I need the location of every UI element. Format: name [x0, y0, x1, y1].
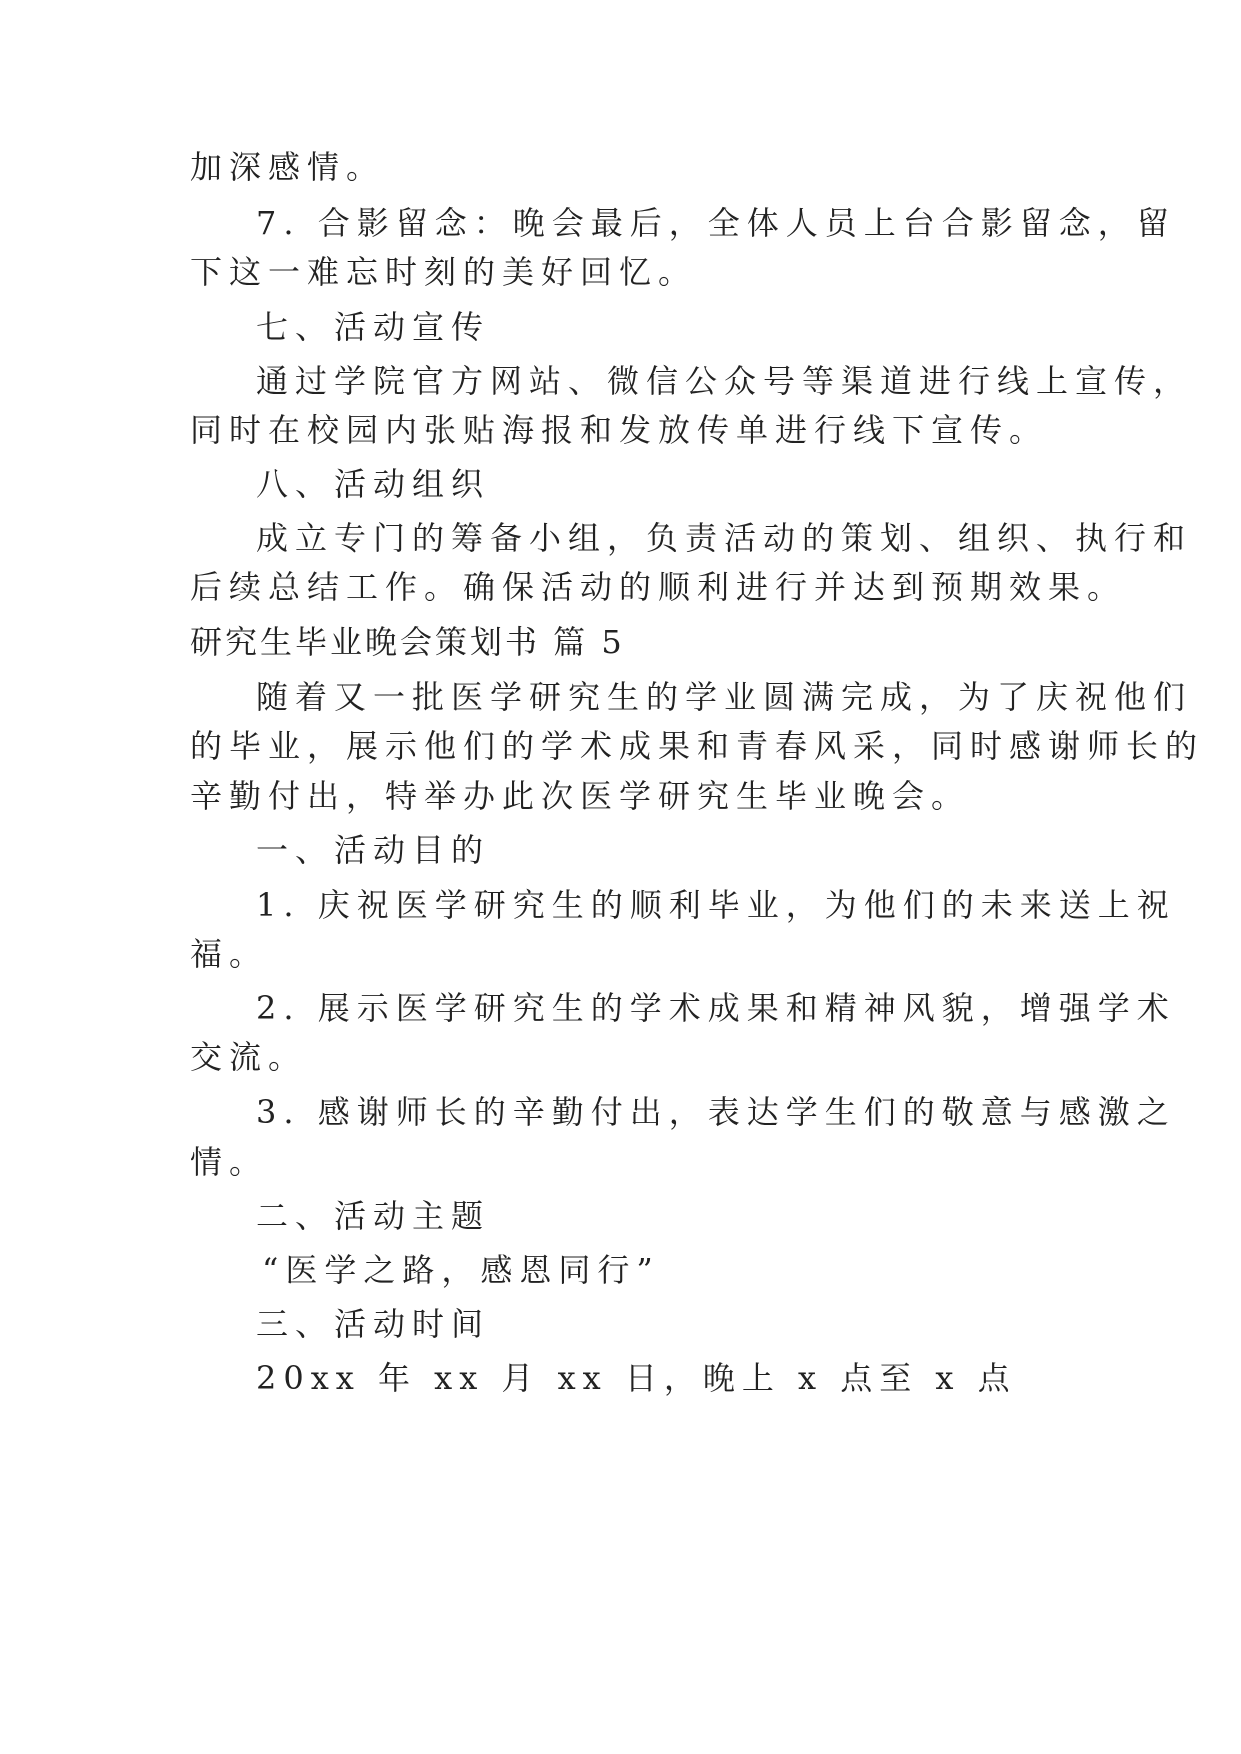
- section-heading: 八、活动组织: [256, 465, 491, 503]
- paragraph-line: 成立专门的筹备小组，负责活动的策划、组织、执行和: [256, 519, 1193, 557]
- paragraph-line: 7. 合影留念：晚会最后，全体人员上台合影留念，留: [256, 204, 1176, 242]
- paragraph-line: 辛勤付出，特举办此次医学研究生毕业晚会。: [190, 777, 971, 815]
- section-heading: 七、活动宣传: [256, 308, 491, 346]
- paragraph-line: 同时在校园内张贴海报和发放传单进行线下宣传。: [190, 411, 1049, 449]
- section-heading: 三、活动时间: [256, 1305, 491, 1343]
- list-item: 3. 感谢师长的辛勤付出，表达学生们的敬意与感激之: [256, 1093, 1176, 1131]
- paragraph-line: 20xx 年 xx 月 xx 日，晚上 x 点至 x 点: [256, 1359, 1017, 1397]
- list-item-continuation: 福。: [190, 935, 269, 973]
- list-item-continuation: 情。: [190, 1143, 269, 1181]
- paragraph-line: 随着又一批医学研究生的学业圆满完成，为了庆祝他们: [256, 678, 1193, 716]
- document-title: 研究生毕业晚会策划书 篇 5: [190, 623, 625, 661]
- section-heading: 二、活动主题: [256, 1197, 491, 1235]
- list-item: 2. 展示医学研究生的学术成果和精神风貌，增强学术: [256, 989, 1176, 1027]
- paragraph-line: 下这一难忘时刻的美好回忆。: [190, 253, 698, 291]
- paragraph-line: 通过学院官方网站、微信公众号等渠道进行线上宣传，: [256, 362, 1193, 400]
- theme-quote: “医学之路，感恩同行”: [262, 1251, 660, 1289]
- paragraph-line: 后续总结工作。确保活动的顺利进行并达到预期效果。: [190, 568, 1127, 606]
- list-item-continuation: 交流。: [190, 1038, 308, 1076]
- paragraph-line: 加深感情。: [190, 148, 386, 186]
- section-heading: 一、活动目的: [256, 831, 491, 869]
- paragraph-line: 的毕业，展示他们的学术成果和青春风采，同时感谢师长的: [190, 727, 1205, 765]
- list-item: 1. 庆祝医学研究生的顺利毕业，为他们的未来送上祝: [256, 886, 1176, 924]
